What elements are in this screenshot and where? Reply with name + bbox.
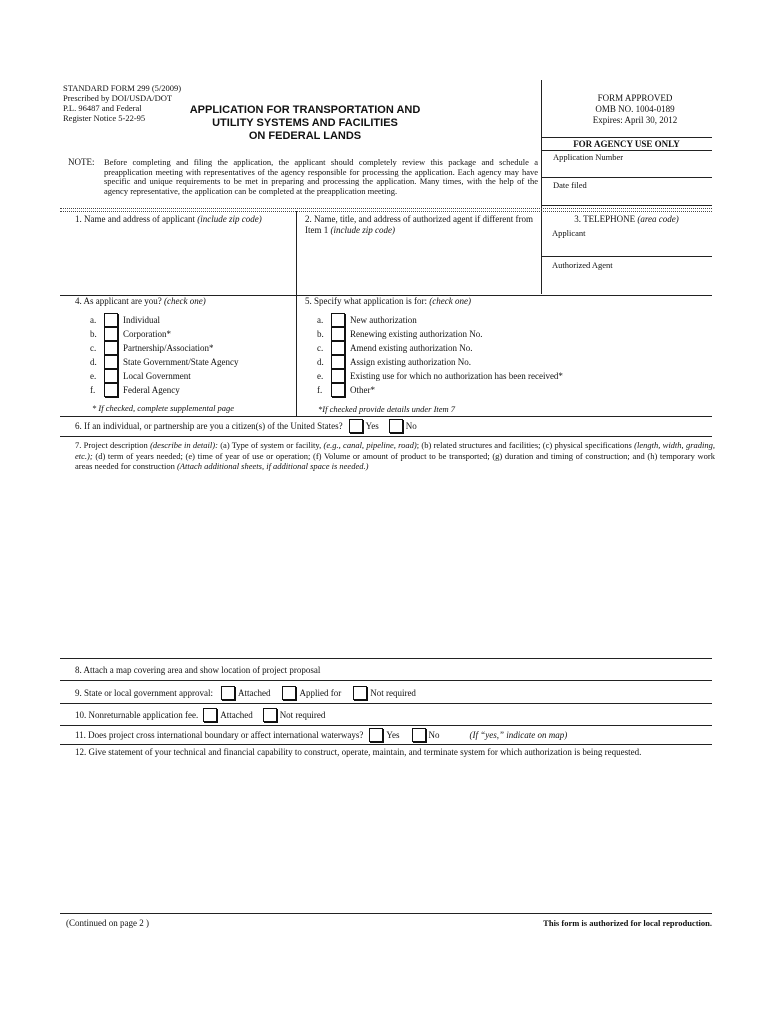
item-8-label: 8. Attach a map covering area and show location of project proposal bbox=[75, 665, 321, 675]
option-letter: a. bbox=[317, 315, 324, 325]
note-label: NOTE: bbox=[68, 157, 95, 167]
option-label: Assign existing authorization No. bbox=[350, 357, 471, 367]
item-1-italic: (include zip code) bbox=[197, 214, 262, 224]
applied-for-label: Applied for bbox=[299, 688, 342, 698]
option-label: New authorization bbox=[350, 315, 417, 325]
item-7-part-3: ; (b) related structures and facilities; (c) physical specifications bbox=[416, 440, 635, 450]
application-type-option[interactable] bbox=[317, 327, 482, 341]
other-checkbox[interactable] bbox=[331, 383, 345, 397]
item-7-italic-4: (Attach additional sheets, if additional space is needed.) bbox=[176, 461, 369, 471]
item-1-label bbox=[75, 214, 262, 225]
item-11-text: 11. Does project cross international boundary or affect international waterways? bbox=[75, 730, 364, 740]
item-5-label bbox=[305, 296, 471, 307]
item-6-row bbox=[75, 419, 417, 433]
agent-phone-field[interactable]: Authorized Agent bbox=[552, 260, 613, 270]
item-7-part-2: (a) Type of system or facility, bbox=[217, 440, 324, 450]
note-text: Before completing and filing the application, the applicant should completely review this package and schedule a preapplication meeting with representatives of the agency responsible for processing the application. Each agency may have specific and unique requirements to be met in preparing and processing the application. Many times, with the help of the agency representative, the application can be completed at the preapplication meeting. bbox=[104, 157, 538, 196]
option-label: State Government/State Agency bbox=[123, 357, 239, 367]
application-type-option[interactable] bbox=[317, 313, 417, 327]
item-5-text: 5. Specify what application is for: bbox=[305, 296, 427, 306]
fee-not-required-checkbox[interactable] bbox=[263, 708, 277, 722]
omb-number: OMB NO. 1004-0189 bbox=[595, 104, 675, 114]
corporation-checkbox[interactable] bbox=[104, 327, 118, 341]
individual-checkbox[interactable] bbox=[104, 313, 118, 327]
option-label: Local Government bbox=[123, 371, 191, 381]
assign-authorization-checkbox[interactable] bbox=[331, 355, 345, 369]
item-7-italic-1: (describe in detail): bbox=[150, 440, 218, 450]
approval-not-required-checkbox[interactable] bbox=[353, 686, 367, 700]
attached-label: Attached bbox=[237, 688, 271, 698]
applicant-type-option[interactable] bbox=[90, 383, 180, 397]
item-5-italic: (check one) bbox=[429, 296, 471, 306]
approval-line-1: FORM APPROVED bbox=[597, 93, 673, 103]
approval-applied-checkbox[interactable] bbox=[282, 686, 296, 700]
option-label: Existing use for which no authorization has been received* bbox=[350, 371, 563, 381]
application-number-field[interactable]: Application Number bbox=[553, 152, 624, 162]
boundary-yes-checkbox[interactable] bbox=[369, 728, 383, 742]
item-12-label: 12. Give statement of your technical and financial capability to construct, operate, maintain, and terminate system for which authorization is being requested. bbox=[75, 747, 642, 757]
item-7-italic-3: (length, width, grading, etc.); bbox=[75, 440, 715, 461]
applicant-type-option[interactable] bbox=[90, 355, 238, 369]
prescribed-by: Prescribed by DOI/USDA/DOT bbox=[63, 93, 173, 103]
option-label: Renewing existing authorization No. bbox=[350, 329, 483, 339]
option-letter: f. bbox=[317, 385, 323, 395]
option-letter: d. bbox=[90, 357, 97, 367]
option-letter: a. bbox=[90, 315, 97, 325]
item-7-italic-2: (e.g., canal, pipeline, road) bbox=[323, 440, 417, 450]
item-7-part-1: 7. Project description bbox=[75, 440, 151, 450]
application-type-option[interactable] bbox=[317, 341, 472, 355]
public-law: P.L. 96487 and Federal bbox=[63, 103, 142, 113]
approval-attached-checkbox[interactable] bbox=[221, 686, 235, 700]
page-title bbox=[170, 104, 440, 143]
yes-label: Yes bbox=[365, 421, 379, 431]
applicant-type-option[interactable] bbox=[90, 313, 160, 327]
form-number: STANDARD FORM 299 (5/2009) bbox=[63, 83, 182, 93]
item-2-italic: (include zip code) bbox=[330, 225, 395, 235]
yes-label: Yes bbox=[386, 730, 400, 740]
item-9-text: 9. State or local government approval: bbox=[75, 688, 213, 698]
item-7-project-description bbox=[75, 440, 715, 472]
option-label: Federal Agency bbox=[123, 385, 180, 395]
attached-label: Attached bbox=[220, 710, 253, 720]
agency-use-heading: FOR AGENCY USE ONLY bbox=[573, 139, 680, 149]
federal-agency-checkbox[interactable] bbox=[104, 383, 118, 397]
option-letter: d. bbox=[317, 357, 324, 367]
option-label: Other* bbox=[350, 385, 375, 395]
option-label: Partnership/Association* bbox=[123, 343, 214, 353]
item-1-text: 1. Name and address of applicant bbox=[75, 214, 195, 224]
item-7-part-4: (d) term of years needed; (e) time of year of use or operation; (f) Volume or amount of product to be transported; (g) duration and timing of construction; and (h) temporary work areas needed for construction bbox=[75, 450, 715, 471]
existing-use-checkbox[interactable] bbox=[331, 369, 345, 383]
option-letter: b. bbox=[90, 329, 97, 339]
not-required-label: Not required bbox=[279, 710, 326, 720]
application-type-option[interactable] bbox=[317, 355, 471, 369]
item-10-text: 10. Nonreturnable application fee. bbox=[75, 710, 199, 720]
item-2-text: 2. Name, title, and address of authorized agent if different from Item 1 bbox=[305, 214, 534, 235]
fee-attached-checkbox[interactable] bbox=[203, 708, 217, 722]
item-2-label bbox=[305, 214, 537, 236]
partnership-checkbox[interactable] bbox=[104, 341, 118, 355]
application-type-option[interactable] bbox=[317, 369, 563, 383]
omb-approval bbox=[560, 93, 710, 126]
reproduction-notice: This form is authorized for local reproduction. bbox=[543, 918, 712, 928]
item-11-row bbox=[75, 728, 567, 742]
applicant-phone-field[interactable]: Applicant bbox=[552, 228, 586, 238]
option-letter: f. bbox=[90, 385, 96, 395]
item-5-footnote: *If checked provide details under Item 7 bbox=[318, 404, 456, 414]
local-government-checkbox[interactable] bbox=[104, 369, 118, 383]
citizen-no-checkbox[interactable] bbox=[389, 419, 403, 433]
renewing-authorization-checkbox[interactable] bbox=[331, 327, 345, 341]
amend-authorization-checkbox[interactable] bbox=[331, 341, 345, 355]
option-letter: c. bbox=[90, 343, 97, 353]
application-type-option[interactable] bbox=[317, 383, 375, 397]
register-notice: Register Notice 5-22-95 bbox=[63, 113, 146, 123]
item-3-label bbox=[541, 214, 712, 225]
capability-statement-area[interactable] bbox=[60, 762, 712, 912]
item-10-row bbox=[75, 708, 325, 722]
item-4-footnote: * If checked, complete supplemental page bbox=[92, 403, 235, 413]
project-description-area[interactable] bbox=[60, 475, 712, 658]
item-11-note: (If “yes,” indicate on map) bbox=[469, 730, 568, 740]
form-identification bbox=[63, 83, 181, 123]
option-label: Amend existing authorization No. bbox=[350, 343, 473, 353]
title-line-3: ON FEDERAL LANDS bbox=[248, 130, 362, 142]
no-label: No bbox=[428, 730, 440, 740]
title-line-1: APPLICATION FOR TRANSPORTATION AND bbox=[189, 104, 421, 116]
item-3-text: 3. TELEPHONE bbox=[574, 214, 636, 224]
date-filed-field[interactable]: Date filed bbox=[553, 180, 587, 190]
option-letter: b. bbox=[317, 329, 324, 339]
item-4-italic: (check one) bbox=[163, 296, 206, 306]
no-label: No bbox=[405, 421, 417, 431]
applicant-type-option[interactable] bbox=[90, 341, 214, 355]
continued-note: (Continued on page 2 ) bbox=[66, 918, 149, 928]
boundary-no-checkbox[interactable] bbox=[412, 728, 426, 742]
new-authorization-checkbox[interactable] bbox=[331, 313, 345, 327]
citizen-yes-checkbox[interactable] bbox=[349, 419, 363, 433]
option-letter: c. bbox=[317, 343, 324, 353]
applicant-type-option[interactable] bbox=[90, 327, 171, 341]
option-letter: e. bbox=[317, 371, 324, 381]
item-3-italic: (area code) bbox=[637, 214, 679, 224]
item-6-text: 6. If an individual, or partnership are you a citizen(s) of the United States? bbox=[75, 421, 343, 431]
option-letter: e. bbox=[90, 371, 97, 381]
item-4-text: 4. As applicant are you? bbox=[75, 296, 162, 306]
option-label: Individual bbox=[123, 315, 160, 325]
state-government-checkbox[interactable] bbox=[104, 355, 118, 369]
title-line-2: UTILITY SYSTEMS AND FACILITIES bbox=[212, 117, 398, 129]
not-required-label: Not required bbox=[370, 688, 416, 698]
expiration-date: Expires: April 30, 2012 bbox=[592, 115, 678, 125]
applicant-type-option[interactable] bbox=[90, 369, 191, 383]
option-label: Corporation* bbox=[123, 329, 171, 339]
item-9-row bbox=[75, 686, 416, 700]
item-4-label bbox=[75, 296, 206, 307]
